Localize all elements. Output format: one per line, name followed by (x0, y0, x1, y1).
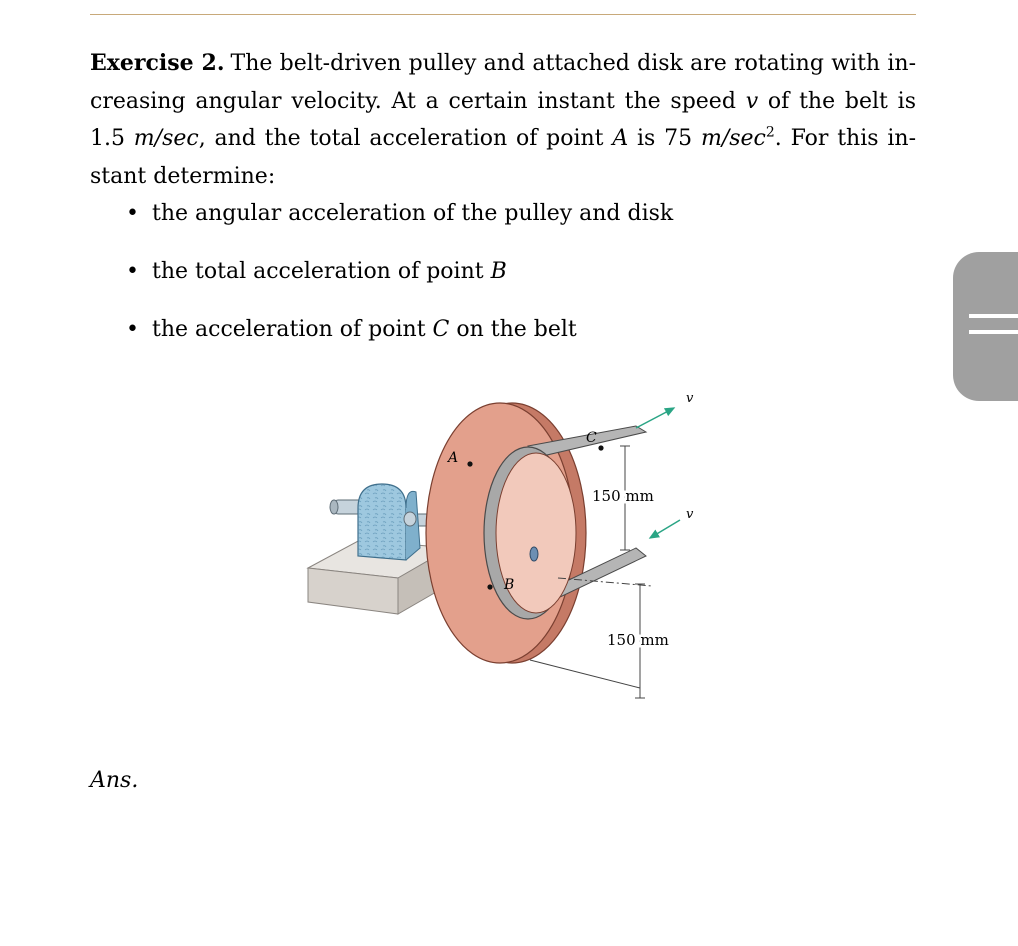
answer-label: Ans. (90, 768, 139, 793)
label-a: A (448, 450, 459, 466)
label-c: C (586, 430, 597, 446)
dimension-bottom: 150 mm (607, 631, 669, 649)
pulley-figure (300, 388, 720, 708)
exercise-text-5: . For this instant determine: (90, 126, 916, 189)
exercise-text-4: is 75 (628, 126, 701, 151)
handle-grip-line (969, 330, 1018, 334)
label-b: B (504, 577, 515, 593)
top-rule (90, 14, 916, 15)
exercise-paragraph (90, 45, 916, 195)
point-b-marker (487, 584, 492, 589)
unit-m-per-sec2: m/sec (700, 126, 766, 151)
dimension-top: 150 mm (592, 487, 654, 505)
bearing-block (358, 484, 420, 560)
point-a: A (612, 126, 629, 151)
label-v-top: v (686, 391, 694, 406)
exercise-text-2: of the belt is 1.5 (90, 88, 916, 151)
unit-exponent: 2 (765, 124, 775, 141)
unit-m-per-sec: m/sec (133, 126, 199, 151)
pulley-diagram (300, 388, 720, 708)
velocity-arrow-top (636, 408, 674, 428)
task-item-point-b: • the total acceleration of point B (126, 252, 673, 310)
task-item-point-c: • the acceleration of point C on the belt (126, 310, 673, 368)
handle-grip-line (969, 314, 1018, 318)
var-v: v (745, 88, 759, 114)
label-v-bottom: v (686, 507, 694, 522)
point-c-marker (598, 445, 603, 450)
side-panel-handle[interactable] (953, 252, 1018, 401)
task-list (126, 194, 673, 368)
exercise-text-1: The belt-driven pulley and attached disk are rotating with increasing angular velocity. At a certain instant the speed (90, 51, 917, 114)
exercise-text-3: , and the total acceleration of point (198, 126, 613, 151)
task-item-angular-acceleration: • the angular acceleration of the pulley and disk (126, 194, 673, 252)
velocity-arrow-bottom (650, 520, 680, 538)
point-a-marker (467, 461, 472, 466)
exercise-label: Exercise 2. (90, 50, 225, 76)
